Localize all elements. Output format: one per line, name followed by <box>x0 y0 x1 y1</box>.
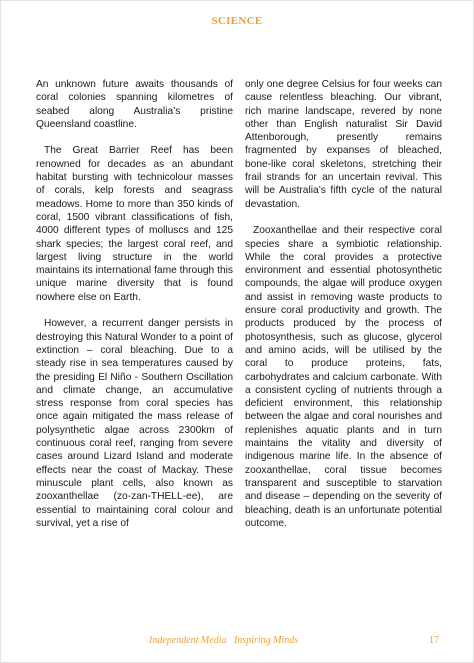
paragraph-reef-description: The Great Barrier Reef has been renowned for decades as an abundant habitat bursting with technicolour masses of corals, kelp forests and seagrass meadows. Home to more than 350 kinds of coral, 1500 vibrant classifications of fish, 4000 different types of molluscs and 125 shark species; the largest coral reef, and largest living structure in the world maintains its international fame through this unique marine diversity that is found nowhere else on Earth. <box>36 145 233 303</box>
paragraph-symbiosis: Zooxanthellae and their respective coral species share a symbiotic relationship. While the coral provides a protective environment and essential photosynthetic compounds, the algae will produce oxygen and assist in removing waste products to ensure coral productivity and growth. The products produced by the process of photosynthesis, such as glucose, glycerol and amino acids, will be utilised by the coral to produce proteins, fats, carbohydrates and calcium carbonate. With a consistent cycling of nutrients through a deficient environment, this relationship between the algae and coral nourishes and replenishes aquatic plants and in turn maintains the vitality and diversity of indigenous marine life. In the absence of zooxanthellae, coral tissue becomes transparent and susceptible to starvation and disease – depending on the severity of bleaching, death is an unfortunate potential outcome. <box>245 225 442 529</box>
left-column <box>36 78 233 530</box>
right-column <box>245 78 442 530</box>
section-header: SCIENCE <box>211 15 263 27</box>
paragraph-intro: An unknown future awaits thousands of coral colonies spanning kilometres of seabed along Australia’s pristine Queensland coastline. <box>36 79 233 130</box>
article-body <box>36 78 442 530</box>
paragraph-bleaching-continued: only one degree Celsius for four weeks can cause relentless bleaching. Our vibrant, rich marine landscape, revered by none other than English naturalist Sir David Attenborough, presently remains fragmented by expanses of bleached, bone-like coral skeletons, stretching their frail strands for an uncertain revival. This will be Australia’s fifth cycle of the natural devastation. <box>245 79 442 210</box>
page-number: 17 <box>429 635 439 646</box>
footer-tagline: Independent Media Inspiring Minds <box>149 635 299 646</box>
paragraph-bleaching-threat: However, a recurrent danger persists in destroying this Natural Wonder to a point of extinction – coral bleaching. Due to a steady rise in sea temperatures caused by the presiding El Niño - Southern Oscillation and climate change, an accumulative stress response from coral species has once again mitigated the mass release of polysynthetic algae across 2300km of continuous coral reef, ranging from severe cases around Lizard Island and moderate effects near the coast of Mackay. These minuscule plant cells, also known as zooxanthellae (zo-zan-THELL-ee), are essential to maintaining coral colour and survival, yet a rise of <box>36 318 233 529</box>
